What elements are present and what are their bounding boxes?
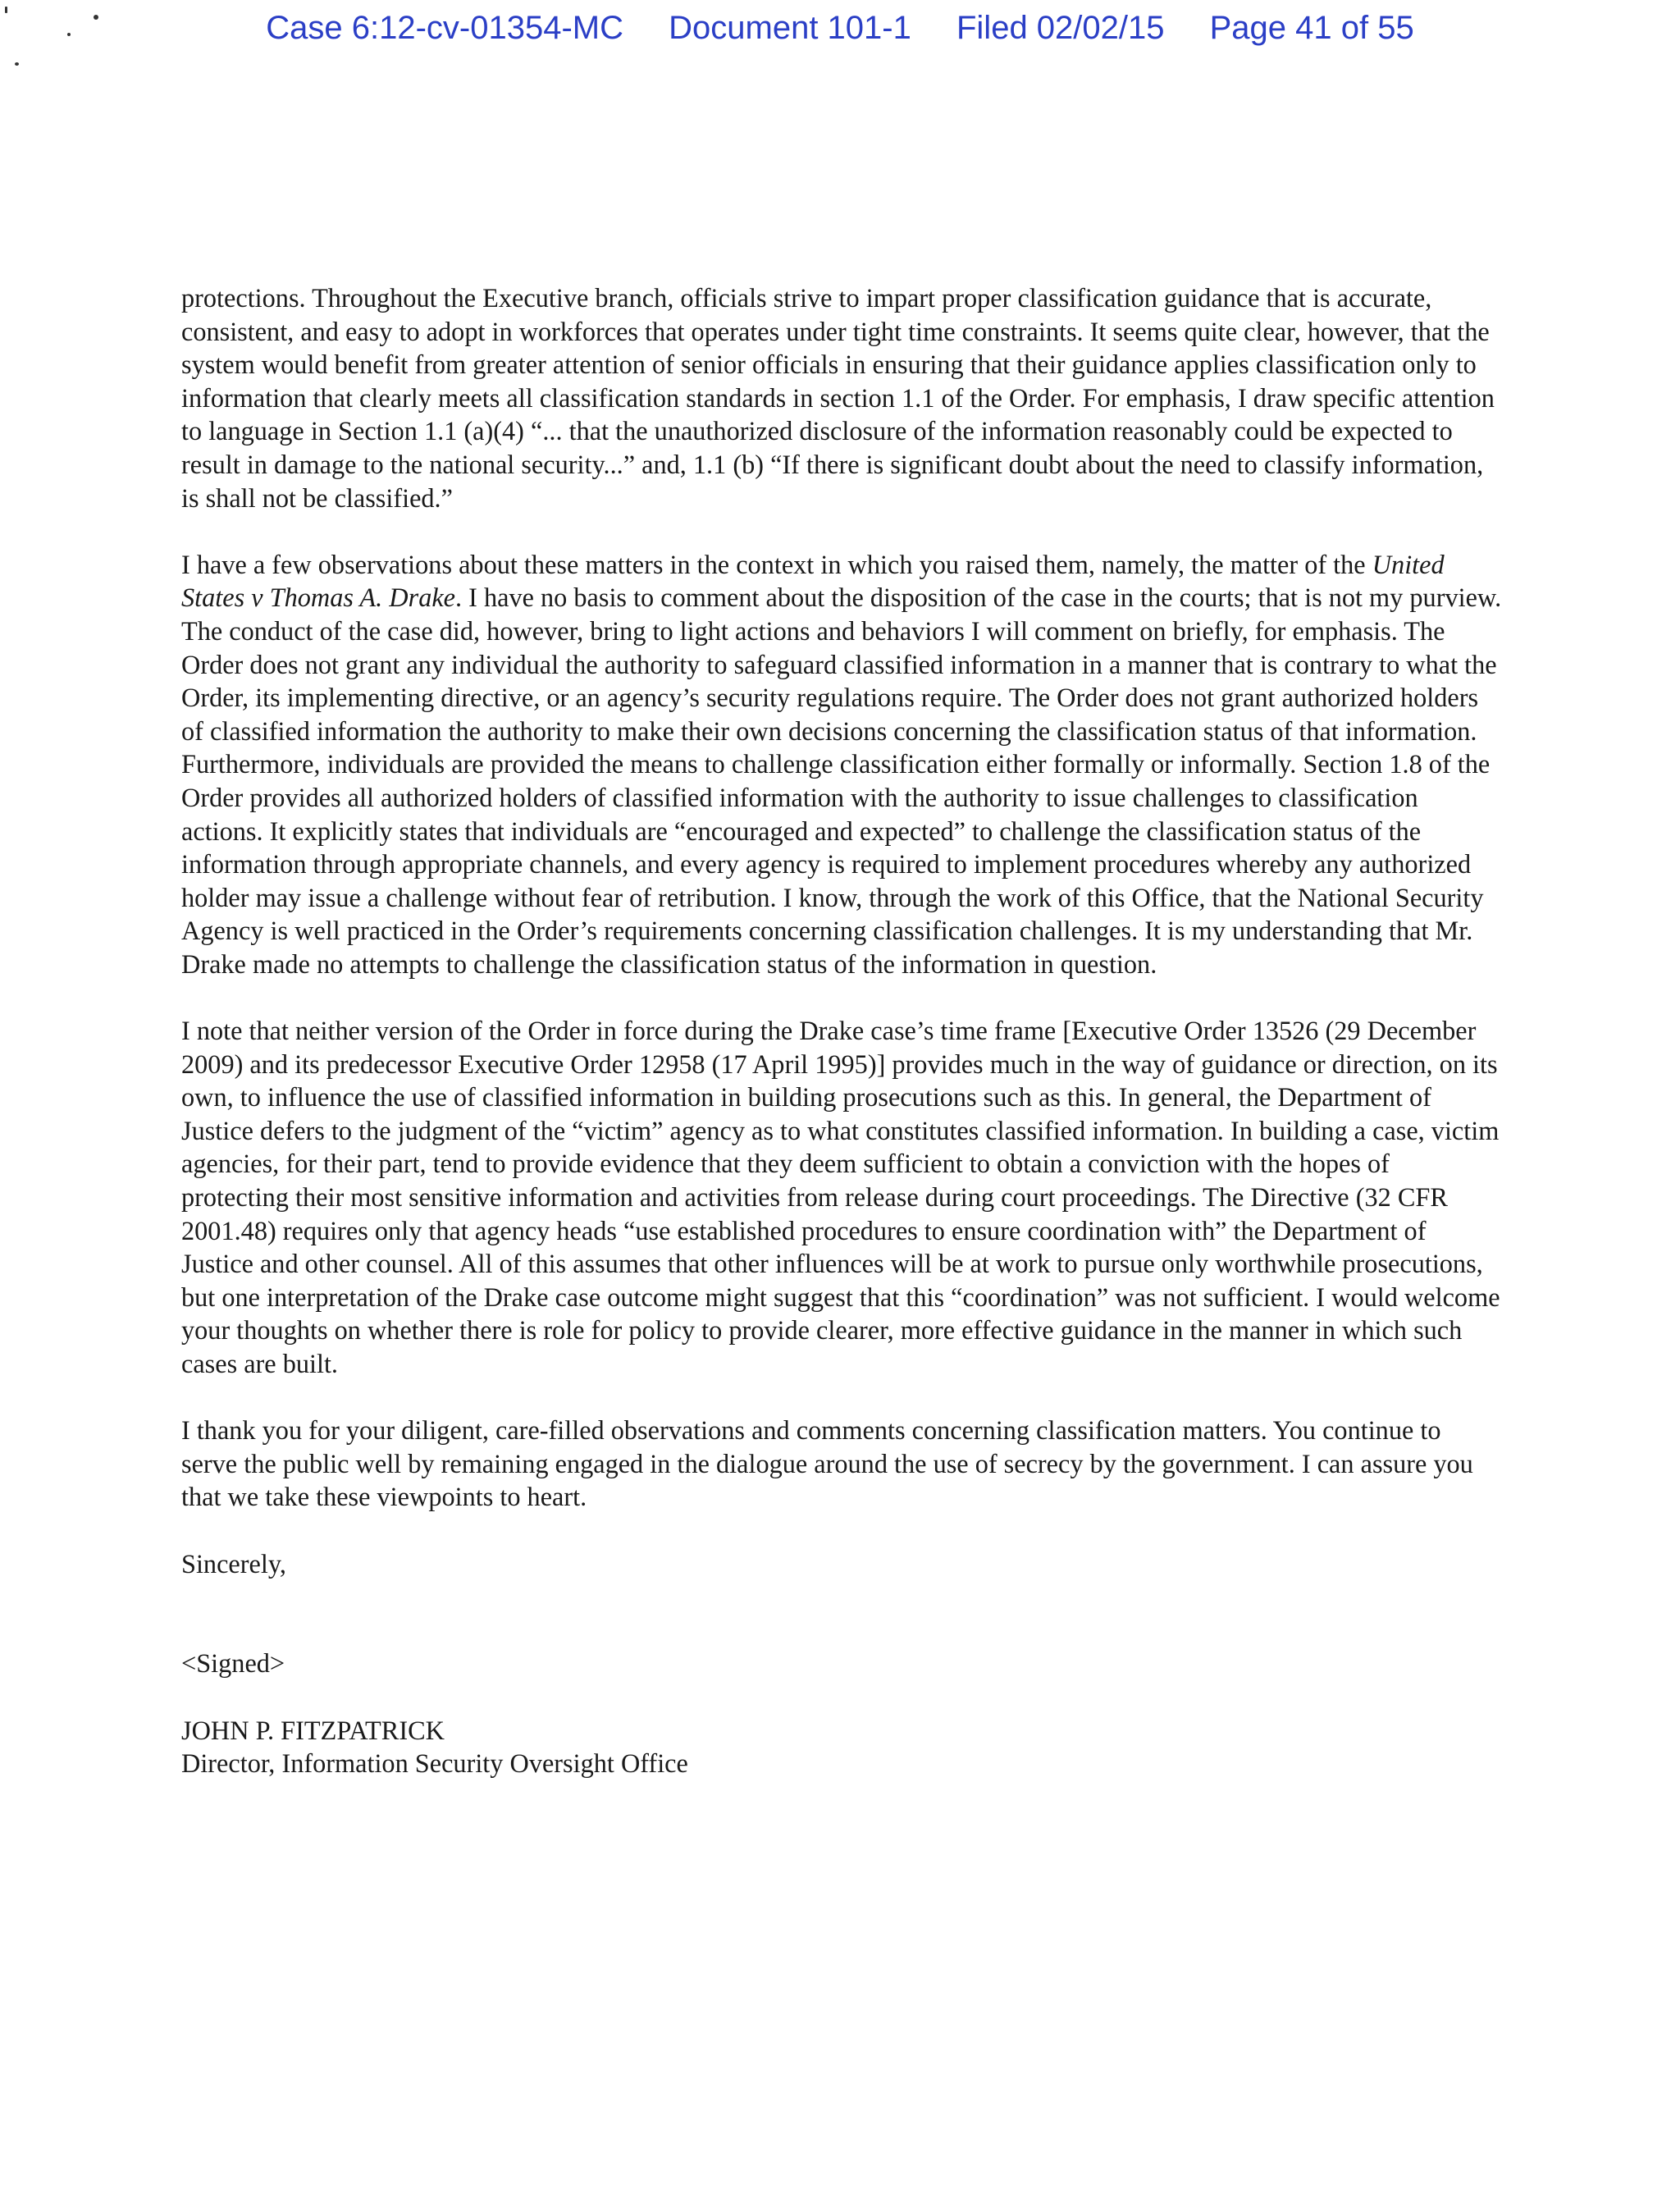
signature-mark: <Signed> — [181, 1648, 285, 1679]
scan-speck — [15, 62, 19, 66]
paragraph-4: I thank you for your diligent, care-filled observations and comments concerning classification matters. You continue to serve the public well by remaining engaged in the dialogue around the use of secrecy by the government. I can assure you that we take these viewpoints to heart. — [181, 1415, 1473, 1512]
signer-title: Director, Information Security Oversight Office — [181, 1748, 688, 1779]
signer-name: JOHN P. FITZPATRICK — [181, 1715, 445, 1745]
salutation: Sincerely, — [181, 1548, 286, 1579]
paragraph-2-text-b: . I have no basis to comment about the disposition of the case in the courts; that is not my purview. The conduct of the case did, however, bring to light actions and behaviors I will comment on briefly, for emphasis. The Order does not grant any individual the authority to safeguard classified information in a manner that is contrary to what the Order, its implementing directive, or an agency’s security regulations require. The Order does not grant authorized holders of classified information the authority to make their own decisions concerning the classification status of that information. Furthermore, individuals are provided the means to challenge classification either formally or informally. Section 1.8 of the Order provides all authorized holders of classified information with the authority to issue challenges to classification actions. It explicitly states that individuals are “encouraged and expected” to challenge the classification status of the information through appropriate channels, and every agency is required to implement procedures whereby any authorized holder may issue a challenge without fear of retribution. I know, through the work of this Office, that the National Security Agency is well practiced in the Order’s requirements concerning classification challenges. It is my understanding that Mr. Drake made no attempts to challenge the classification status of the information in question. — [181, 583, 1502, 979]
paragraph-2 — [181, 548, 1502, 981]
case-header — [0, 10, 1680, 47]
filed-date: Filed 02/02/15 — [956, 10, 1165, 46]
page-number: Page 41 of 55 — [1209, 10, 1414, 46]
paragraph-2-text-a: I have a few observations about these matters in the context in which you raised them, namely, the matter of the — [181, 549, 1372, 579]
paragraph-1: protections. Throughout the Executive branch, officials strive to impart proper classification guidance that is accurate, consistent, and easy to adopt in workforces that operates under tight time constraints. It seems quite clear, however, that the system would benefit from greater attention of senior officials in ensuring that their guidance applies classification only to information that clearly meets all classification standards in section 1.1 of the Order. For emphasis, I draw specific attention to language in Section 1.1 (a)(4) “... that the unauthorized disclosure of the information reasonably could be expected to result in damage to the national security...” and, 1.1 (b) “If there is significant doubt about the need to classify information, is shall not be classified.” — [181, 283, 1495, 513]
letter-body — [181, 281, 1502, 1780]
case-title: United States v Thomas A. Drake — [181, 549, 1445, 613]
paragraph-3: I note that neither version of the Order in force during the Drake case’s time frame [Executive Order 13526 (29 December 2009) and its predecessor Executive Order 12958 (17 April 1995)] provides much in the way of guidance or direction, on its own, to influence the use of classified information in building prosecutions such as this. In general, the Department of Justice defers to the judgment of the “victim” agency as to what constitutes classified information. In building a case, victim agencies, for their part, tend to provide evidence that they deem sufficient to obtain a conviction with the hopes of protecting their most sensitive information and activities from release during court proceedings. The Directive (32 CFR 2001.48) requires only that agency heads “use established procedures to ensure coordination with” the Department of Justice and other counsel. All of this assumes that other influences will be at work to pursue only worthwhile prosecutions, but one interpretation of the Drake case outcome might suggest that this “coordination” was not sufficient. I would welcome your thoughts on whether there is role for policy to provide clearer, more effective guidance in the manner in which such cases are built. — [181, 1016, 1500, 1378]
document-number: Document 101-1 — [669, 10, 911, 46]
case-number: Case 6:12-cv-01354-MC — [266, 10, 623, 46]
